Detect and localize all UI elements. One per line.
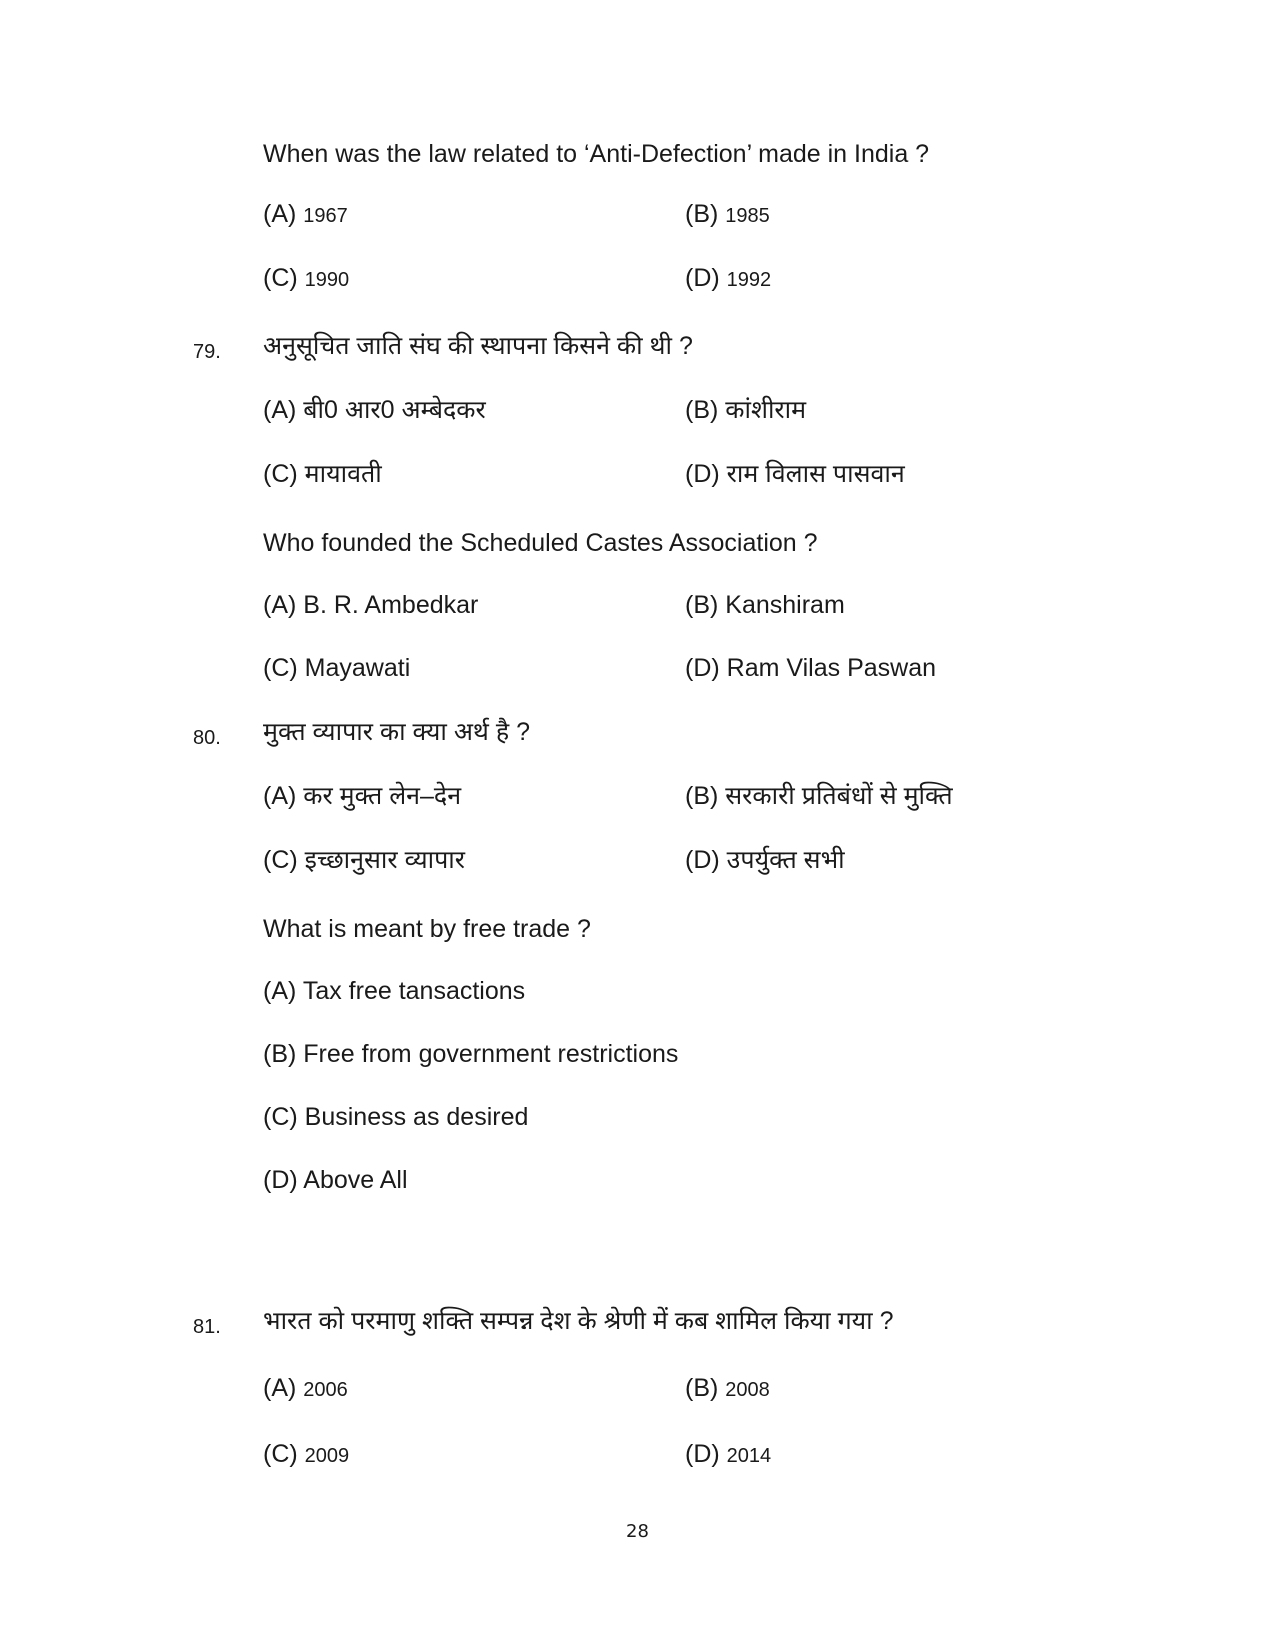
option-text: Above All <box>303 1166 408 1194</box>
option-text: 1990 <box>304 269 350 291</box>
option-letter: (B) <box>685 1374 719 1402</box>
option-letter: (A) <box>263 591 297 619</box>
question-79-hindi-option-c <box>263 458 382 490</box>
option-letter: (B) <box>263 1040 297 1068</box>
option-text: राम विलास पासवान <box>726 460 905 488</box>
option-letter: (C) <box>263 460 298 488</box>
question-80-english-text: What is meant by free trade ? <box>263 915 591 943</box>
option-text: मायावती <box>304 460 382 488</box>
question-79-number: 79. <box>193 341 221 363</box>
option-letter: (A) <box>263 782 297 810</box>
option-letter: (C) <box>263 654 298 682</box>
question-80-english-option-d <box>263 1164 408 1196</box>
question-79-english-option-a <box>263 589 478 621</box>
option-letter: (C) <box>263 1103 298 1131</box>
question-81-hindi-text: भारत को परमाणु शक्ति सम्पन्न देश के श्रेणी में कब शामिल किया गया ? <box>263 1307 894 1335</box>
question-79-english-option-c <box>263 652 410 684</box>
question-80-english-option-c <box>263 1101 528 1133</box>
option-text: बी0 आर0 अम्बेदकर <box>303 396 486 424</box>
question-79-hindi-text: अनुसूचित जाति संघ की स्थापना किसने की थी ? <box>263 332 693 360</box>
question-80-hindi-option-c <box>263 844 465 876</box>
question-79-english-option-b <box>685 589 845 621</box>
option-text: इच्छानुसार व्यापार <box>304 846 465 874</box>
option-letter: (B) <box>685 591 719 619</box>
option-text: Ram Vilas Paswan <box>726 654 937 682</box>
question-81-option-c <box>263 1438 349 1472</box>
question-80-hindi-option-b <box>685 780 953 812</box>
option-text: Mayawati <box>304 654 411 682</box>
option-text: 1992 <box>726 269 772 291</box>
option-letter: (D) <box>685 1440 720 1468</box>
option-text: B. R. Ambedkar <box>303 591 479 619</box>
question-78-option-c <box>263 262 349 296</box>
option-letter: (D) <box>685 264 720 292</box>
question-81-number: 81. <box>193 1316 221 1338</box>
option-letter: (A) <box>263 200 297 228</box>
option-text: कांशीराम <box>725 396 807 424</box>
question-79-hindi-option-d <box>685 458 905 490</box>
question-81-option-b <box>685 1372 770 1406</box>
option-letter: (D) <box>263 1166 298 1194</box>
option-letter: (C) <box>263 1440 298 1468</box>
question-79-hindi-option-b <box>685 394 806 426</box>
option-letter: (B) <box>685 396 719 424</box>
option-text: 2009 <box>304 1445 350 1467</box>
option-letter: (A) <box>263 1374 297 1402</box>
option-letter: (A) <box>263 977 297 1005</box>
option-text: सरकारी प्रतिबंधों से मुक्ति <box>725 782 953 810</box>
option-letter: (B) <box>685 200 719 228</box>
question-80-hindi-option-a <box>263 780 461 812</box>
option-text: 2006 <box>303 1379 348 1401</box>
question-78-option-b <box>685 198 770 232</box>
question-80-english-option-a <box>263 975 525 1007</box>
option-text: Kanshiram <box>725 591 845 619</box>
question-80-hindi-option-d <box>685 844 845 876</box>
option-letter: (B) <box>685 782 719 810</box>
question-81-option-a <box>263 1372 348 1406</box>
question-78-option-d <box>685 262 771 296</box>
question-79-english-text: Who founded the Scheduled Castes Association ? <box>263 529 818 557</box>
question-79-hindi-option-a <box>263 394 486 426</box>
page-number: 28 <box>626 1521 649 1542</box>
question-81-option-d <box>685 1438 771 1472</box>
option-text: 2008 <box>725 1379 770 1401</box>
option-text: 1967 <box>303 205 348 227</box>
question-79-english-option-d <box>685 652 936 684</box>
option-text: कर मुक्त लेन–देन <box>303 782 462 810</box>
option-letter: (C) <box>263 846 298 874</box>
option-letter: (A) <box>263 396 297 424</box>
option-text: 1985 <box>725 205 770 227</box>
option-text: 2014 <box>726 1445 772 1467</box>
option-text: उपर्युक्त सभी <box>726 846 845 874</box>
option-letter: (D) <box>685 846 720 874</box>
option-text: Free from government restrictions <box>303 1040 679 1068</box>
question-78-option-a <box>263 198 348 232</box>
option-text: Tax free tansactions <box>302 977 526 1005</box>
option-text: Business as desired <box>304 1103 529 1131</box>
option-letter: (D) <box>685 460 720 488</box>
option-letter: (C) <box>263 264 298 292</box>
question-80-number: 80. <box>193 727 221 749</box>
question-80-hindi-text: मुक्त व्यापार का क्या अर्थ है ? <box>263 718 530 746</box>
question-78-english-text: When was the law related to ‘Anti-Defection’ made in India ? <box>263 140 930 168</box>
question-80-english-option-b <box>263 1038 678 1070</box>
option-letter: (D) <box>685 654 720 682</box>
